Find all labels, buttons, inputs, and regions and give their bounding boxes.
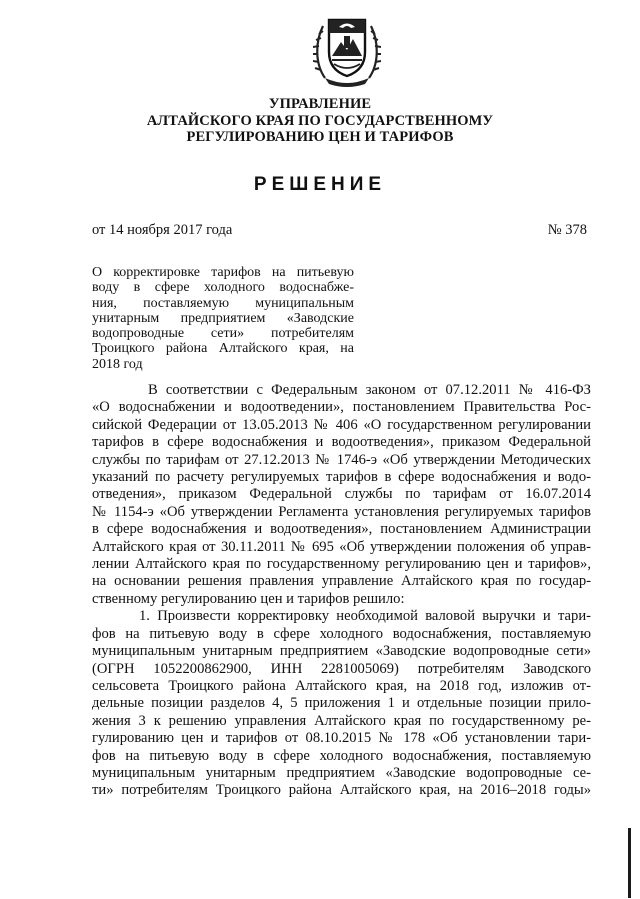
- organization-name: [0, 96, 640, 146]
- document-subject: [92, 265, 354, 372]
- body-line: тарифов в сфере водоснабжения и водоотведения», приказом Федеральной: [92, 434, 591, 451]
- org-line: АЛТАЙСКОГО КРАЯ ПО ГОСУДАРСТВЕННОМУ: [146, 112, 494, 129]
- subject-line: 2018 год: [92, 356, 143, 372]
- org-line: РЕГУЛИРОВАНИЮ ЦЕН И ТАРИФОВ: [186, 129, 454, 145]
- body-line: гулированию цен и тарифов от 08.10.2015 № 178 «Об установлении тари-: [92, 730, 591, 747]
- document-number: № 378: [547, 222, 587, 238]
- subject-line: унитарным предприятием «Заводские: [92, 310, 354, 326]
- body-line: муниципальным унитарным предприятием «Заводские водопроводные сети»: [92, 643, 591, 660]
- body-line: Алтайского края от 30.11.2011 № 695 «Об утверждении положения об управ-: [92, 538, 591, 555]
- body-line: лении Алтайского края по государственному регулированию цен и тарифов»,: [92, 556, 591, 573]
- body-line: службы по тарифам от 27.12.2013 № 1746-э «Об утверждении Методических: [92, 451, 591, 468]
- body-line: сельсовета Троицкого района Алтайского края, на 2018 год, изложив от-: [92, 677, 591, 694]
- body-line: дельные позиции разделов 4, 5 приложения 1 и отдельные позиции прило-: [92, 695, 591, 712]
- subject-line: Троицкого района Алтайского края, на: [92, 341, 354, 357]
- document-date: от 14 ноября 2017 года: [92, 222, 233, 238]
- body-line: сийской Федерации от 13.05.2013 № 406 «О государственном регулировании: [92, 416, 591, 433]
- body-line: В соответствии с Федеральным законом от 07.12.2011 № 416-ФЗ: [148, 382, 591, 398]
- body-line: № 1154-э «Об утверждении Регламента установления регулируемых тарифов: [92, 503, 591, 520]
- body-line: жения 3 к решению управления Алтайского края по государственному ре-: [92, 712, 591, 729]
- body-line: 1. Произвести корректировку необходимой валовой выручки и тари-: [139, 608, 591, 625]
- body-line: «О водоснабжении и водоотведении», постановлением Правительства Рос-: [92, 399, 591, 416]
- body-line: указаний по расчету регулируемых тарифов в сфере водоснабжения и водо-: [92, 469, 591, 486]
- body-line: отведения», приказом Федеральной службы по тарифам от 16.07.2014: [92, 486, 591, 503]
- body-line: в сфере водоснабжения и водоотведения», постановлением Администрации: [92, 521, 591, 538]
- body-line: ти» потребителям Троицкого района Алтайского края, на 2016–2018 годы»: [92, 782, 591, 799]
- body-line: (ОГРН 1052200862900, ИНН 2281005069) потребителям Заводского: [92, 660, 591, 677]
- body-line: муниципальным унитарным предприятием «Заводские водопроводные се-: [92, 764, 591, 781]
- scan-edge-shadow: [628, 828, 631, 898]
- body-line: ственному регулированию цен и тарифов решило:: [92, 590, 405, 607]
- org-line: УПРАВЛЕНИЕ: [268, 96, 372, 112]
- body-line: фов на питьевую воду в сфере холодного водоснабжения, поставляемую: [92, 625, 591, 642]
- document-body: [92, 382, 591, 800]
- document-title: РЕШЕНИЕ: [253, 174, 387, 195]
- body-line: фов на питьевую воду в сфере холодного водоснабжения, поставляемую: [92, 747, 591, 764]
- body-line: на основании решения правления управление Алтайского края по государ-: [92, 573, 591, 590]
- subject-line: О корректировке тарифов на питьевую: [92, 265, 354, 280]
- coat-of-arms-icon: [313, 12, 381, 88]
- subject-line: ния, поставляемую муниципальным: [92, 295, 354, 311]
- subject-line: воду в сфере холодного водоснабже-: [92, 280, 354, 296]
- subject-line: водопроводные сети» потребителям: [92, 326, 354, 342]
